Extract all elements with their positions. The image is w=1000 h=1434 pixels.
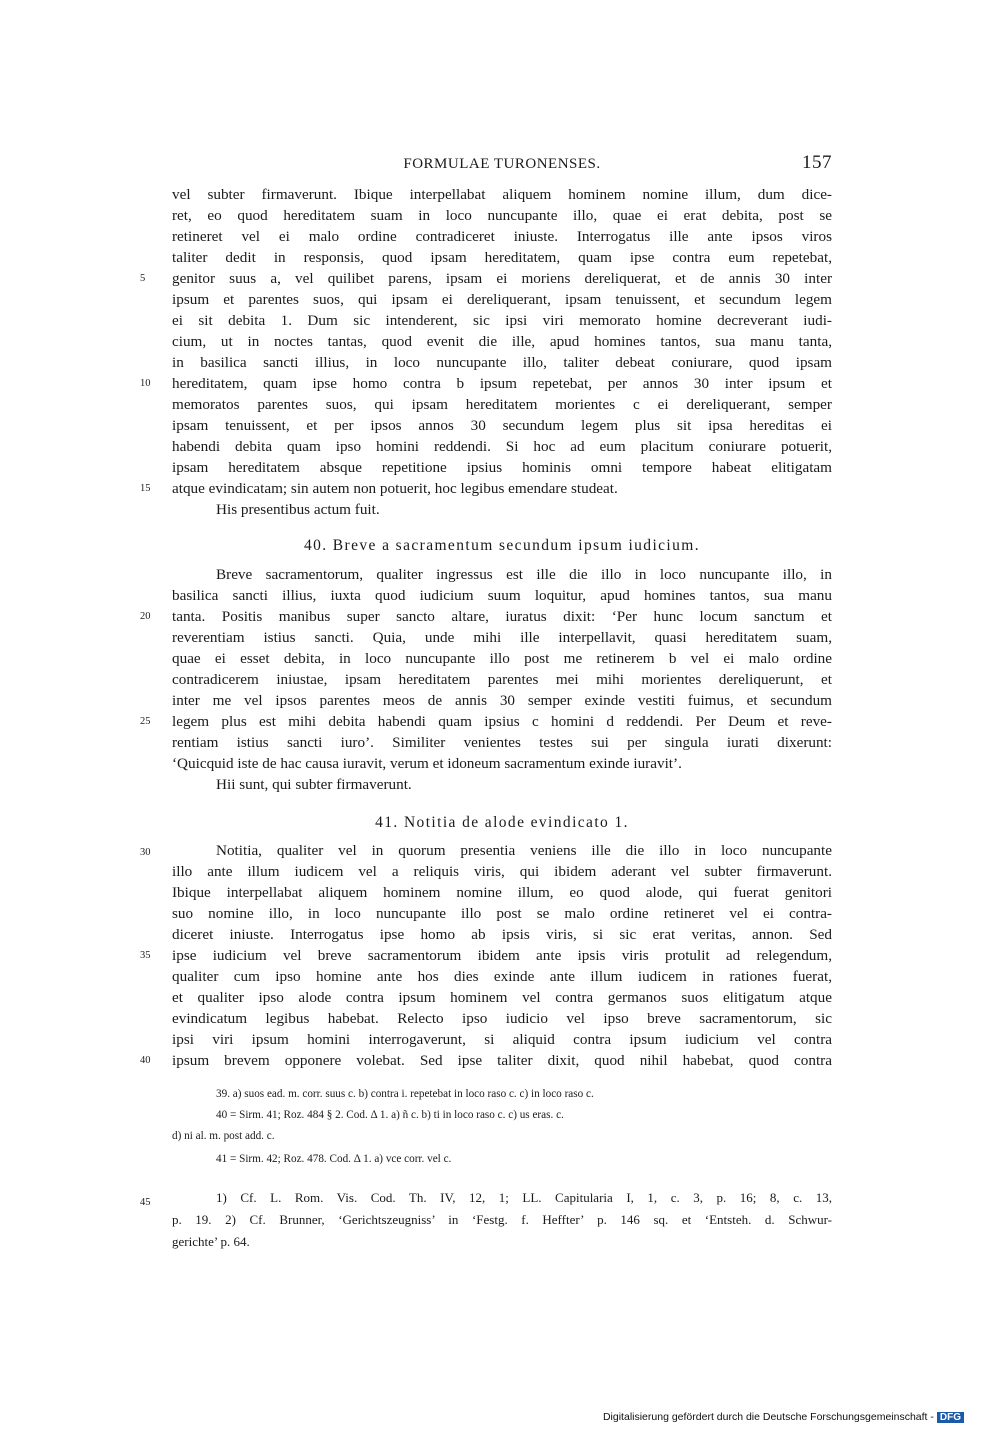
text-line: cium, ut in noctes tantas, quod evenit die ille, apud homines tantos, sua manu tanta, (172, 333, 832, 350)
line-number: 35 (140, 950, 151, 961)
text-line: hereditatem, quam ipse homo contra b ipsum repetebat, per annos 30 inter ipsum et (172, 375, 832, 392)
text-line: genitor suus a, vel quilibet parens, ipsam ei moriens dereliquerat, et de annis 30 inter (172, 270, 832, 287)
footnote: gerichte’ p. 64. (172, 1234, 250, 1249)
text-line: Hii sunt, qui subter firmaverunt. (216, 776, 412, 793)
text-line: legem plus est mihi debita habendi quam ipsius c homini d reddendi. Per Deum et reve- (172, 713, 832, 730)
text-line: inter me vel ipsos parentes meos de annis 30 semper exinde vestiti fuimus, et secundum (172, 692, 832, 709)
text-line: ‘Quicquid iste de hac causa iuravit, verum et idoneum sacramentum exinde iuravit’. (172, 755, 682, 772)
text-line: contradicerem iniustae, ipsam hereditatem parentes mei mihi morientes dereliquerunt, et (172, 671, 832, 688)
footnote: 1) Cf. L. Rom. Vis. Cod. Th. IV, 12, 1; LL. Capitularia I, 1, c. 3, p. 16; 8, c. 13, (216, 1190, 832, 1205)
dfg-logo: DFG (937, 1412, 964, 1423)
text-line: diceret iniuste. Interrogatus ipse homo ab ipsis viris, si sic erat veritas, annon. Sed (172, 926, 832, 943)
line-number: 5 (140, 273, 146, 284)
page-number: 157 (802, 152, 832, 173)
text-line: qualiter cum ipso homine ante hos dies exinde ante illum iudicem in rationes fuerat, (172, 968, 832, 985)
line-number: 20 (140, 611, 151, 622)
text-line: atque evindicatam; sin autem non potuerit, hoc legibus emendare studeat. (172, 480, 618, 497)
text-line: evindicatum legibus habebat. Relecto ipso iudicio vel ipso breve sacramentorum, sic (172, 1010, 832, 1027)
line-number: 10 (140, 378, 151, 389)
text-line: Notitia, qualiter vel in quorum presentia veniens ille die illo in loco nuncupante (216, 842, 832, 859)
apparatus-note: 41 = Sirm. 42; Roz. 478. Cod. Δ 1. a) vce corr. vel c. (216, 1153, 452, 1165)
text-line: Ibique interpellabat aliquem hominem nomine illum, eo quod alode, qui fuerat genitori (172, 884, 832, 901)
section-heading-40: 40. Breve a sacramentum secundum ipsum iudicium. (303, 537, 701, 554)
line-number: 25 (140, 716, 151, 727)
text-line: ipsi viri ipsum homini interrogaverunt, si aliquid contra ipsum iudicium vel contra (172, 1031, 832, 1048)
text-line: tanta. Positis manibus super sancto altare, iuratus dixit: ‘Per hunc locum sanctum et (172, 608, 832, 625)
text-line: in basilica sancti illius, in loco nuncupante illo, taliter debeat coniurare, quod ipsam (172, 354, 832, 371)
text-line: habendi debita quam ipso homini reddendi. Si hoc ad eum placitum coniurare potuerit, (172, 438, 832, 455)
text-line: et qualiter ipso alode contra ipsum hominem vel contra germanos suos elitigatum atque (172, 989, 832, 1006)
text-line: Breve sacramentorum, qualiter ingressus est ille die illo in loco nuncupante illo, in (216, 566, 832, 583)
notice-text: Digitalisierung gefördert durch die Deutsche Forschungsgemeinschaft - (602, 1411, 934, 1423)
text-line: ret, eo quod hereditatem suam in loco nuncupante illo, quae ei erat debita, post se (172, 207, 832, 224)
line-number: 15 (140, 483, 151, 494)
text-line: ipse iudicium vel breve sacramentorum ibidem ante ipsis viris protulit ad relegendum, (172, 947, 832, 964)
page-header (172, 152, 832, 178)
text-line: basilica sancti illius, iuxta quod iudicium suum loquitur, apud homines tantos, sua manu (172, 587, 832, 604)
digitization-notice (603, 1411, 964, 1423)
text-line: taliter dedit in responsis, quod ipsam hereditatem, quam ipse contra eum repetebat, (172, 249, 832, 266)
text-line: quae ei esset debita, in loco nuncupante illo post me retinerem b vel ei malo ordine (172, 650, 832, 667)
text-line: illo ante illum iudicem vel a reliquis viris, qui ibidem aderant vel subter firmaverunt. (172, 863, 832, 880)
text-line: ei sit debita 1. Dum sic intenderent, sic ipsi viri memorato homine decreverant iudi- (172, 312, 832, 329)
text-line: ipsam hereditatem absque repetitione ipsius hominis omni tempore habeat elitigatam (172, 459, 832, 476)
line-number: 40 (140, 1055, 151, 1066)
text-line: ipsam tenuissent, et per ipsos annos 30 secundum legem plus sit ipsa hereditas ei (172, 417, 832, 434)
text-line: ipsum brevem opponere volebat. Sed ipse taliter dixit, quod nihil habebat, quod contra (172, 1052, 832, 1069)
apparatus-note: 40 = Sirm. 41; Roz. 484 § 2. Cod. Δ 1. a) ñ c. b) ti in loco raso c. c) us eras. c. (216, 1109, 564, 1121)
text-line: ipsum et parentes suos, qui ipsam ei dereliquerant, ipsam tenuissent, et secundum legem (172, 291, 832, 308)
text-line: His presentibus actum fuit. (216, 501, 380, 518)
text-line: rentiam istius sancti iuro’. Similiter venientes testes sui per singula iurati dixerunt: (172, 734, 832, 751)
apparatus-note: d) ni al. m. post add. c. (172, 1130, 275, 1142)
text-line: memoratos parentes suos, qui ipsam hereditatem morientes c ei dereliquerant, semper (172, 396, 832, 413)
text-line: vel subter firmaverunt. Ibique interpellabat aliquem hominem nomine illum, dum dice- (172, 186, 832, 203)
text-line: reverentiam istius sancti. Quia, unde mihi ille interpellavit, quasi hereditatem suam, (172, 629, 832, 646)
line-number: 30 (140, 847, 151, 858)
section-heading-41: 41. Notitia de alode evindicato 1. (375, 814, 629, 831)
apparatus-note: 39. a) suos ead. m. corr. suus c. b) contra i. repetebat in loco raso c. c) in loco raso c. (216, 1088, 594, 1100)
line-number: 45 (140, 1197, 151, 1208)
footnote: p. 19. 2) Cf. Brunner, ‘Gerichtszeugniss’ in ‘Festg. f. Heffter’ p. 146 sq. et ‘Entsteh. d. Schwur- (172, 1212, 832, 1227)
running-title: FORMULAE TURONENSES. (403, 156, 601, 172)
text-line: retineret vel ei malo ordine contradiceret iniuste. Interrogatus ille ante ipsos viros (172, 228, 832, 245)
text-line: suo nomine illo, in loco nuncupante illo post se malo ordine retineret vel ei contra- (172, 905, 832, 922)
